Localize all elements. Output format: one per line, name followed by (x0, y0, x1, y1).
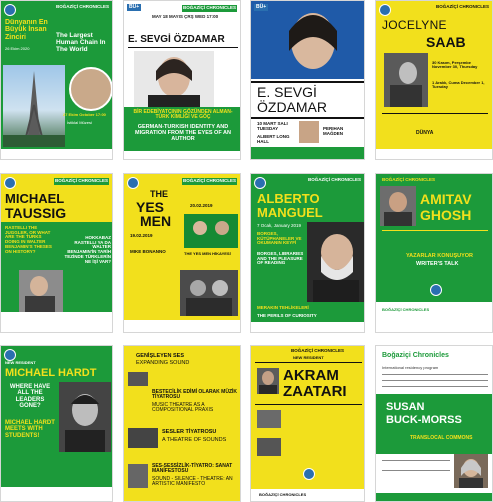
venue-label: İstiklal Müzesi (67, 120, 92, 125)
section-4-en: SOUND - SILENCE - THEATRE: AN ARTISTIC MANIFESTO (152, 476, 233, 488)
date-2: 20.02.2019 (190, 203, 213, 208)
talk-title-tr: HOKKABAZ RASTELLI YA DA WALTER BENJAMIN'İN TARİH TEZİNDE TÜRKLERİN NE İŞİ VAR? (64, 235, 111, 264)
event-date: MAY 18 MAYIS ÇRŞ WED 17:00 (152, 14, 219, 19)
speaker-name-1: E. SEVGİ (257, 84, 317, 100)
speaker-photo (59, 382, 111, 452)
footer-label: BOĞAZİÇİ CHRONICLES (259, 492, 307, 497)
event-photo-1 (257, 410, 281, 428)
section-1-tr: GENİŞLEYEN SES (136, 353, 184, 359)
divider (128, 47, 238, 48)
poster-sounds[interactable] (123, 345, 241, 502)
brand-label: BOĞAZİÇİ CHRONICLES (55, 4, 109, 9)
divider (255, 362, 362, 363)
date-label-2: 27 Ekim October 17:00 (63, 112, 106, 117)
speaker-name: MICHAEL HARDT (5, 367, 97, 379)
footer-label: DÜNYA (416, 130, 434, 136)
student-meeting-label: MICHAEL HARDT MEETS WITH STUDENTS! (5, 420, 55, 439)
poster-manguel[interactable] (250, 173, 365, 333)
speaker-name-1: JOCELYNE (382, 18, 447, 32)
subtitle-tr: BİR EDEBİYATÇININ GÖZÜNDEN ALMAN-TÜRK KİMLİĞİ VE GÖÇ (133, 109, 233, 121)
speaker-name-2: BUCK-MORSS (386, 414, 462, 426)
brand-label: BOĞAZİÇİ CHRONICLES (291, 348, 345, 353)
poster-sevgi-2[interactable] (250, 0, 365, 160)
plus-badge: BÜ+ (129, 4, 140, 10)
poster-ghosh[interactable] (375, 173, 493, 333)
performance-photo-3 (128, 464, 148, 488)
poster-buckmorss[interactable] (375, 345, 493, 502)
section-2-tr: BESTECİLİK EDİMİ OLARAK MÜZİK TİYATROSU (152, 389, 237, 401)
talk-title-en: BORGES, LIBRARIES AND THE PLEASURE OF READING (257, 251, 304, 266)
footer-strip (251, 147, 364, 159)
resident-badge: NEW RESIDENT (293, 355, 324, 360)
speaker-name-1: SUSAN (386, 401, 425, 413)
talk-title-tr: YAZARLAR KONUŞUYOR (406, 253, 474, 259)
talk-headline: WHERE HAVE ALL THE LEADERS GONE? (9, 384, 51, 409)
divider (251, 117, 365, 119)
footer-strip (1, 149, 112, 159)
university-logo-icon (379, 4, 391, 16)
footer-strip (1, 312, 112, 332)
section-3-en: A THEATRE OF SOUNDS (162, 437, 227, 443)
speaker-photo (380, 186, 416, 226)
brand-label: BOĞAZİÇİ CHRONICLES (435, 4, 489, 9)
title-2: YES (136, 199, 165, 215)
talk-title-en: WRITER'S TALK (416, 261, 459, 267)
subtitle-en: GERMAN-TURKISH IDENTITY AND MIGRATION FROM THE EYES OF AN AUTHOR (135, 124, 231, 142)
schedule-1: 30 Kasım, Perşembe November 30, Thursday (432, 60, 478, 70)
event-date: 10 MART SALI TUESDAY (257, 121, 288, 131)
event-photo (184, 214, 238, 248)
footer-title-en: THE PERILS OF CURIOSITY (257, 313, 317, 318)
program-intro: International residency program (382, 365, 439, 370)
divider (382, 386, 488, 387)
speaker-line: MIKE BONANNO (130, 249, 166, 254)
title-1: THE (150, 189, 168, 199)
talk-title-en: RASTELLI THE JUGGLER, OR WHAT ARE THE TURKS DOING IN WALTER BENJAMIN'S THESES ON HISTORY? (5, 225, 52, 254)
date-label: 26 Ekim 2020 (5, 46, 30, 51)
moderator-name: PERIHAN MAĞDEN (323, 126, 344, 136)
brand-label: BOĞAZİÇİ CHRONICLES (54, 178, 108, 183)
film-line: THE YES MEN HİKAYESİ (184, 251, 231, 256)
speaker-photo (307, 222, 365, 302)
brand-label: Boğaziçi Chronicles (382, 352, 449, 359)
university-logo-icon (4, 177, 16, 189)
divider (382, 460, 450, 461)
speaker-name-2: ZAATARI (283, 383, 347, 400)
speaker-photo (257, 368, 279, 394)
speaker-photo (454, 454, 488, 488)
title-tr: Dünyanın En Büyük İnsan Zinciri (5, 19, 48, 41)
date-1: 19.02.2019 (130, 233, 153, 238)
resident-badge: NEW RESIDENT (5, 360, 36, 365)
footer-strip (124, 320, 240, 332)
performance-photo-1 (128, 372, 148, 386)
schedule-2: 1 Aralık, Cuma December 1, Tuesday (432, 80, 485, 90)
speaker-name-2: TAUSSIG (5, 205, 67, 221)
speaker-name-2: MANGUEL (257, 205, 323, 220)
footer-strip (376, 493, 492, 501)
speaker-portrait (69, 67, 113, 111)
poster-yesmen[interactable] (123, 173, 241, 333)
poster-saab[interactable] (375, 0, 493, 160)
plus-badge: BÜ+ (256, 4, 267, 10)
group-photo (180, 270, 238, 316)
speaker-portrait (134, 51, 214, 107)
event-photo-2 (257, 438, 281, 456)
venue-label: ALBERT LONG HALL (257, 134, 290, 144)
footer-strip (1, 487, 112, 501)
talk-title: TRANSLOCAL COMMONS (410, 435, 473, 441)
poster-dunyanin[interactable] (0, 0, 113, 160)
poster-akram[interactable] (250, 345, 365, 502)
section-3-tr: SESLER TİYATROSU (162, 429, 217, 435)
title-3: MEN (140, 213, 172, 229)
speaker-name-2: ÖZDAMAR (257, 99, 327, 115)
speaker-photo (19, 270, 63, 312)
section-2-en: MUSIC THEATRE AS A COMPOSITIONAL PRAXIS (152, 402, 214, 414)
speaker-name-2: SAAB (426, 34, 466, 50)
speaker-name: E. SEVGİ ÖZDAMAR (128, 34, 225, 45)
divider (251, 81, 365, 83)
brand-label: BOĞAZİÇİ CHRONICLES (182, 5, 236, 10)
speaker-photo (251, 1, 365, 79)
moderator-photo (299, 121, 319, 143)
university-logo-icon (430, 284, 442, 296)
poster-hardt[interactable] (0, 345, 113, 502)
university-logo-icon (303, 468, 315, 480)
title-en: The Largest Human Chain In The World (56, 32, 106, 53)
section-1-en: EXPANDING SOUND (136, 360, 190, 366)
poster-sevgi-1[interactable] (123, 0, 241, 160)
brand-label: BOĞAZİÇİ CHRONICLES (182, 178, 236, 183)
divider (382, 380, 488, 381)
event-date: 7 Ocak, January 2019 (257, 223, 302, 228)
speaker-name-1: AMITAV (420, 191, 472, 207)
footer-strip (376, 149, 492, 159)
speaker-name-1: ALBERTO (257, 191, 320, 206)
performance-photo-2 (128, 428, 158, 448)
university-logo-icon (4, 4, 16, 16)
section-4-tr: SES-SESSİZLİK-TİYATRO: SANAT MANİFESTOSU (152, 463, 233, 475)
talk-title-tr: BORGES, KÜTÜPHANELER VE OKUMANIN KEYFİ (257, 231, 302, 246)
brand-label: BOĞAZİÇİ CHRONICLES (307, 177, 361, 182)
university-logo-icon (127, 177, 139, 189)
brand-label: BOĞAZİÇİ CHRONICLES (382, 177, 436, 182)
divider (382, 374, 488, 375)
divider (382, 470, 450, 471)
divider (382, 230, 488, 231)
footer-strip (251, 322, 364, 332)
eiffel-tower-photo (3, 65, 65, 147)
divider (382, 113, 488, 114)
speaker-name-1: MICHAEL (5, 191, 65, 206)
footer-label: BOĞAZİÇİ CHRONICLES (382, 307, 430, 312)
speaker-name-1: AKRAM (283, 367, 339, 384)
speaker-photo (384, 53, 428, 107)
university-logo-icon (254, 177, 266, 189)
footer-title-tr: MERAKIN TEHLİKELERİ (257, 305, 309, 310)
poster-taussig[interactable] (0, 173, 113, 333)
speaker-name-2: GHOSH (420, 207, 472, 223)
divider (255, 404, 362, 405)
